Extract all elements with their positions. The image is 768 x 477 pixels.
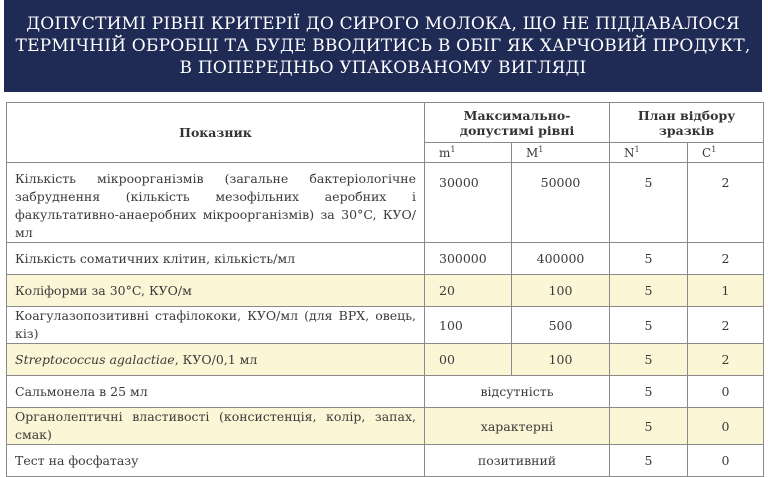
- row-N: 5: [610, 307, 688, 344]
- subheader-M: $M^1$: [512, 143, 610, 163]
- row-N: 5: [610, 445, 688, 477]
- row-C: 0: [688, 408, 764, 445]
- table-row: [7, 408, 764, 445]
- row-m: 20: [425, 275, 512, 307]
- header-indicator: Показник: [7, 103, 425, 163]
- row-indicator: Коліформи за 30°C, КУО/м: [7, 275, 425, 307]
- row-N: 5: [610, 408, 688, 445]
- table-row: [7, 243, 764, 275]
- header-max-levels: Максимально-допустимі рівні: [425, 103, 610, 143]
- row-C: 0: [688, 376, 764, 408]
- row-C: 0: [688, 445, 764, 477]
- table-row: [7, 445, 764, 477]
- row-C: 2: [688, 344, 764, 376]
- row-level: позитивний: [425, 445, 610, 477]
- row-N: 5: [610, 163, 688, 243]
- row-M: 400000: [512, 243, 610, 275]
- row-indicator: Тест на фосфатазу: [7, 445, 425, 477]
- table-header-row: [7, 103, 764, 143]
- title-line-2: ТЕРМІЧНІЙ ОБРОБЦІ ТА БУДЕ ВВОДИТИСЬ В ОБІГ ЯК ХАРЧОВИЙ ПРОДУКТ,: [15, 36, 751, 56]
- row-N: 5: [610, 344, 688, 376]
- row-N: 5: [610, 376, 688, 408]
- table-row: [7, 275, 764, 307]
- table-row: [7, 376, 764, 408]
- row-level: характерні: [425, 408, 610, 445]
- row-indicator: Кількість мікроорганізмів (загальне бактеріологічне забруднення (кількість мезофільних аеробних і факультативно-анаеробних мікроорганізмів) за 30°C, КУО/мл: [7, 163, 425, 243]
- row-M: 100: [512, 275, 610, 307]
- criteria-table: [6, 102, 764, 477]
- row-indicator: Streptococcus agalactiae, КУО/0,1 мл: [7, 344, 425, 376]
- row-M: 100: [512, 344, 610, 376]
- table-row: [7, 307, 764, 344]
- row-N: 5: [610, 243, 688, 275]
- subheader-N: $N^1$: [610, 143, 688, 163]
- row-indicator: Сальмонела в 25 мл: [7, 376, 425, 408]
- subheader-C: $C^1$: [688, 143, 764, 163]
- row-level: відсутність: [425, 376, 610, 408]
- row-N: 5: [610, 275, 688, 307]
- row-C: 2: [688, 243, 764, 275]
- row-indicator: Коагулазопозитивні стафілококи, КУО/мл (для ВРХ, овець, кіз): [7, 307, 425, 344]
- row-m: 300000: [425, 243, 512, 275]
- page-title: [4, 0, 762, 92]
- title-line-3: В ПОПЕРЕДНЬО УПАКОВАНОМУ ВИГЛЯДІ: [179, 58, 587, 78]
- row-M: 50000: [512, 163, 610, 243]
- row-indicator: Кількість соматичних клітин, кількість/мл: [7, 243, 425, 275]
- row-C: 1: [688, 275, 764, 307]
- row-indicator: Органолептичні властивості (консистенція, колір, запах, смак): [7, 408, 425, 445]
- table-row: [7, 163, 764, 243]
- row-C: 2: [688, 307, 764, 344]
- row-m: 30000: [425, 163, 512, 243]
- title-line-1: ДОПУСТИМІ РІВНІ КРИТЕРІЇ ДО СИРОГО МОЛОКА, ЩО НЕ ПІДДАВАЛОСЯ: [26, 14, 740, 34]
- row-m: 00: [425, 344, 512, 376]
- row-C: 2: [688, 163, 764, 243]
- subheader-m: $m^1$: [425, 143, 512, 163]
- table-row: [7, 344, 764, 376]
- header-sampling-plan: План відбору зразків: [610, 103, 764, 143]
- row-m: 100: [425, 307, 512, 344]
- row-M: 500: [512, 307, 610, 344]
